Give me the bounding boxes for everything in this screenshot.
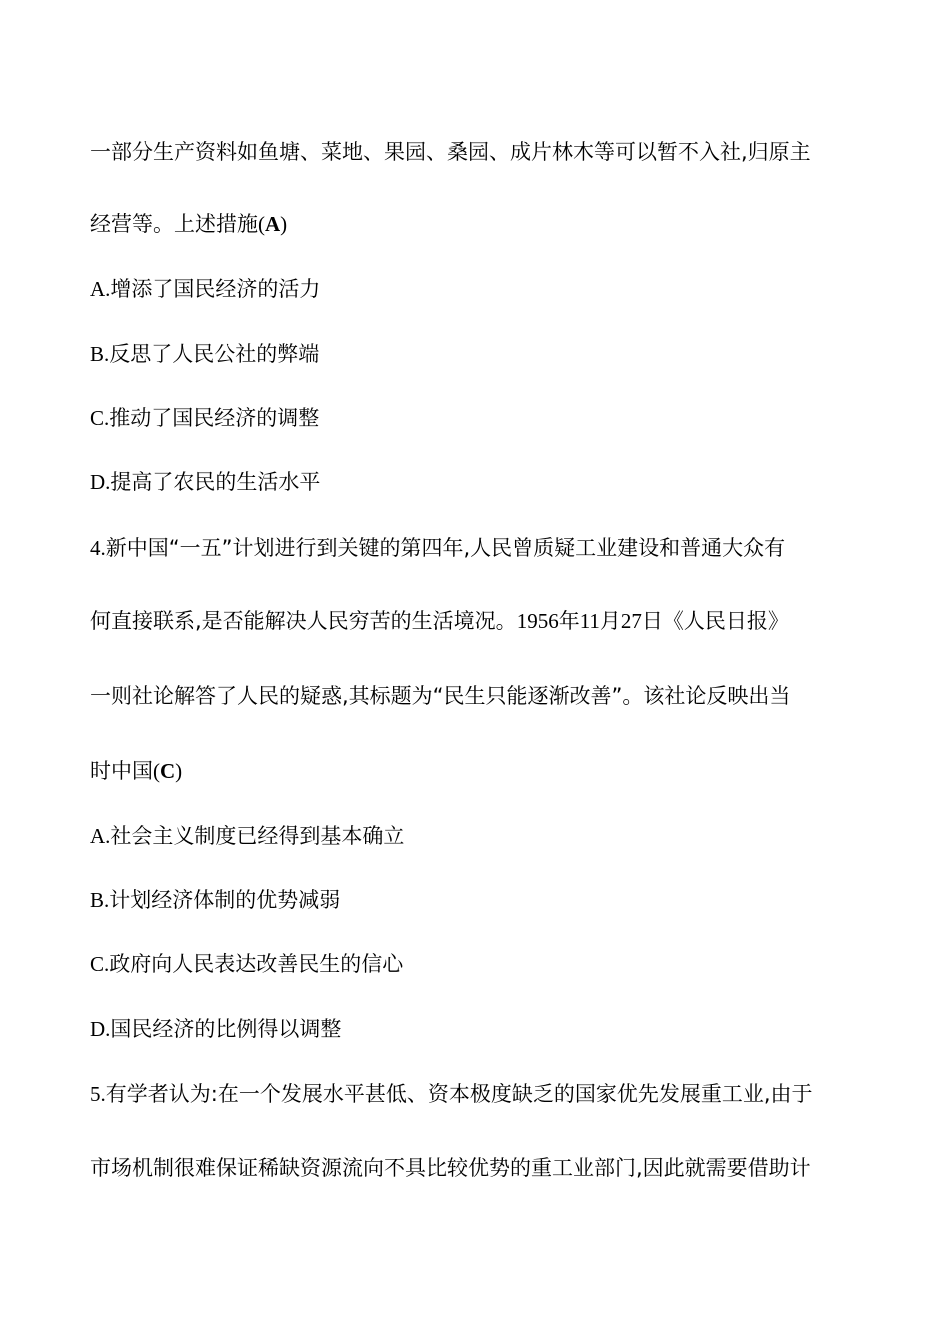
q3-option-b-text: 反思了人民公社的弊端 (109, 342, 320, 366)
q4-option-d-text: 国民经济的比例得以调整 (110, 1017, 342, 1041)
q4-answer-close: ) (175, 759, 183, 783)
q4-option-a-text: 社会主义制度已经得到基本确立 (110, 824, 405, 848)
q5-stem-line-2 (90, 1153, 865, 1183)
q3-answer-open: ( (258, 212, 265, 236)
q4-option-b-label: B. (90, 888, 110, 912)
q4-number: 4. (90, 536, 106, 560)
q4-date-year: 1956 (516, 609, 559, 633)
q4-stem-line-4-text: 时中国 (90, 759, 153, 783)
q4-answer: C (160, 759, 176, 783)
q3-option-d (90, 467, 865, 497)
q3-option-b (90, 339, 865, 369)
q3-option-c-label: C. (90, 406, 110, 430)
q3-stem-line-1 (90, 137, 865, 167)
q4-option-c-text: 政府向人民表达改善民生的信心 (109, 952, 404, 976)
q3-option-c (90, 403, 865, 433)
q4-stem-line-3-text: 一则社论解答了人民的疑惑,其标题为“民生只能逐渐改善”。该社论反映出当 (90, 684, 791, 708)
q4-option-c-label: C. (90, 952, 110, 976)
q3-option-c-text: 推动了国民经济的调整 (109, 406, 320, 430)
q4-stem-line-3 (90, 681, 865, 711)
q4-date-day-unit: 日《人民日报》 (641, 609, 789, 633)
q4-date-month: 11 (579, 609, 600, 633)
q3-stem-line-1-text: 一部分生产资料如鱼塘、菜地、果园、桑园、成片林木等可以暂不入社,归原主 (90, 140, 811, 164)
q4-option-d-label: D. (90, 1017, 111, 1041)
q4-stem-line-4 (90, 756, 865, 786)
q3-stem-line-2 (90, 209, 865, 239)
q4-option-d (90, 1014, 865, 1044)
q4-option-c (90, 949, 865, 979)
q4-option-a-label: A. (90, 824, 111, 848)
q3-option-b-label: B. (90, 342, 110, 366)
q3-stem-line-2-text: 经营等。上述措施 (90, 212, 258, 236)
q3-option-d-text: 提高了农民的生活水平 (110, 470, 321, 494)
q3-option-a-label: A. (90, 277, 111, 301)
q4-stem-line-1-text: 新中国“一五”计划进行到关键的第四年,人民曾质疑工业建设和普通大众有 (105, 536, 786, 560)
q4-stem-line-2 (90, 606, 865, 636)
q5-stem-line-1 (90, 1079, 865, 1109)
q3-option-a (90, 274, 865, 304)
q3-option-a-text: 增添了国民经济的活力 (110, 277, 321, 301)
q4-answer-open: ( (153, 759, 160, 783)
q3-option-d-label: D. (90, 470, 111, 494)
q5-stem-line-2-text: 市场机制很难保证稀缺资源流向不具比较优势的重工业部门,因此就需要借助计 (90, 1156, 811, 1180)
q4-stem-line-2-text: 何直接联系,是否能解决人民穷苦的生活境况。 (90, 609, 517, 633)
q4-stem-line-1 (90, 533, 865, 563)
q3-answer: A (265, 212, 281, 236)
q5-number: 5. (90, 1082, 106, 1106)
q4-option-a (90, 821, 865, 851)
q4-option-b-text: 计划经济体制的优势减弱 (109, 888, 341, 912)
q5-stem-line-1-text: 有学者认为:在一个发展水平甚低、资本极度缺乏的国家优先发展重工业,由于 (105, 1082, 813, 1106)
q4-date-day: 27 (620, 609, 642, 633)
q3-answer-close: ) (280, 212, 288, 236)
q4-option-b (90, 885, 865, 915)
q4-date-year-unit: 年 (558, 609, 580, 633)
q4-date-month-unit: 月 (599, 609, 621, 633)
